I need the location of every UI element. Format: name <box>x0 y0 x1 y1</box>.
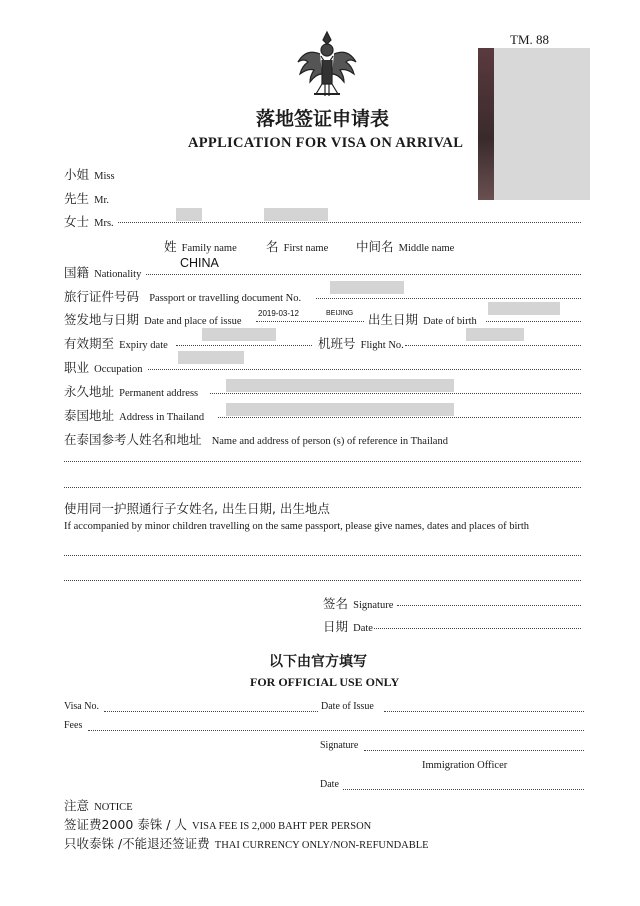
permanent-address-label: 永久地址 Permanent address <box>64 384 199 399</box>
visa-no-line[interactable] <box>104 711 318 712</box>
thai-address-label: 泰国地址 Address in Thailand <box>64 408 205 423</box>
flight-line[interactable] <box>405 345 581 346</box>
signature-label: 签名 Signature <box>323 596 394 611</box>
reference-line-1[interactable] <box>64 461 581 462</box>
notice-currency: 只收泰铢 /不能退还签证费 THAI CURRENCY ONLY/NON-REFUNDABLE <box>64 836 429 851</box>
mrs-label: 女士 Mrs. <box>64 214 114 229</box>
official-title-zh: 以下由官方填写 <box>269 654 367 670</box>
date-label: 日期 Date <box>323 619 373 634</box>
children-line-1[interactable] <box>64 555 581 556</box>
official-title-en: FOR OFFICIAL USE ONLY <box>250 675 400 689</box>
official-signature-line[interactable] <box>364 750 584 751</box>
passport-no-redacted <box>330 281 404 294</box>
family-name-caption: 姓 Family name <box>164 239 237 254</box>
signature-line[interactable] <box>397 605 581 606</box>
permanent-address-line[interactable] <box>210 393 581 394</box>
occupation-label: 职业 Occupation <box>64 360 143 375</box>
first-name-redacted <box>264 208 328 221</box>
date-of-issue-line[interactable] <box>384 711 584 712</box>
occupation-redacted <box>178 351 244 364</box>
photo-redacted <box>478 48 590 200</box>
reference-label: 在泰国参考人姓名和地址 Name and address of person (s) of reference in Thailand <box>64 432 448 447</box>
passport-line[interactable] <box>316 298 581 299</box>
notice-heading: 注意 NOTICE <box>64 798 133 813</box>
issue-line[interactable] <box>256 321 364 322</box>
garuda-emblem-icon <box>292 28 362 100</box>
expiry-label: 有效期至 Expiry date <box>64 336 168 351</box>
form-code: TM. 88 <box>510 32 549 47</box>
fees-line[interactable] <box>88 730 584 731</box>
official-date-line[interactable] <box>343 789 584 790</box>
expiry-date-redacted <box>202 328 276 341</box>
family-name-redacted <box>176 208 202 221</box>
thai-address-line[interactable] <box>218 417 581 418</box>
occupation-line[interactable] <box>148 369 581 370</box>
mr-label: 先生 Mr. <box>64 191 109 206</box>
flight-no-redacted <box>466 328 524 341</box>
issue-place-value: BEIJING <box>326 310 354 317</box>
middle-name-caption: 中间名 Middle name <box>356 239 455 254</box>
children-heading-zh: 使用同一护照通行子女姓名, 出生日期, 出生地点 <box>64 501 330 516</box>
name-line[interactable] <box>118 222 581 223</box>
issue-date-value: 2019-03-12 <box>258 309 299 318</box>
immigration-officer-label: Immigration Officer <box>422 760 508 771</box>
miss-label: 小姐 Miss <box>64 167 115 182</box>
birth-label: 出生日期 Date of birth <box>368 312 477 327</box>
nationality-value: CHINA <box>180 256 219 270</box>
nationality-label: 国籍 Nationality <box>64 265 142 280</box>
visa-no-label: Visa No. <box>64 701 99 712</box>
reference-line-2[interactable] <box>64 487 581 488</box>
children-line-2[interactable] <box>64 580 581 581</box>
title-zh: 落地签证申请表 <box>256 108 390 130</box>
first-name-caption: 名 First name <box>266 239 329 254</box>
birth-line[interactable] <box>486 321 581 322</box>
expiry-line[interactable] <box>176 345 312 346</box>
flight-label: 机班号 Flight No. <box>318 336 404 351</box>
date-of-issue-label: Date of Issue <box>321 701 374 712</box>
official-signature-label: Signature <box>320 740 359 751</box>
official-date-label: Date <box>320 779 339 790</box>
permanent-address-redacted <box>226 379 454 392</box>
nationality-line[interactable] <box>146 274 581 275</box>
passport-label: 旅行证件号码 Passport or travelling document No. <box>64 289 302 304</box>
notice-fee: 签证费2000 泰铢 / 人 VISA FEE IS 2,000 BAHT PER PERSON <box>64 817 372 832</box>
issue-label: 签发地与日期 Date and place of issue <box>64 312 242 327</box>
children-heading-en: If accompanied by minor children travelling on the same passport, please give names, dates and places of birth <box>64 521 530 532</box>
thai-address-redacted <box>226 403 454 416</box>
title-en: APPLICATION FOR VISA ON ARRIVAL <box>188 135 464 151</box>
birth-date-redacted <box>488 302 560 315</box>
date-line[interactable] <box>374 628 581 629</box>
fees-label: Fees <box>64 720 83 731</box>
